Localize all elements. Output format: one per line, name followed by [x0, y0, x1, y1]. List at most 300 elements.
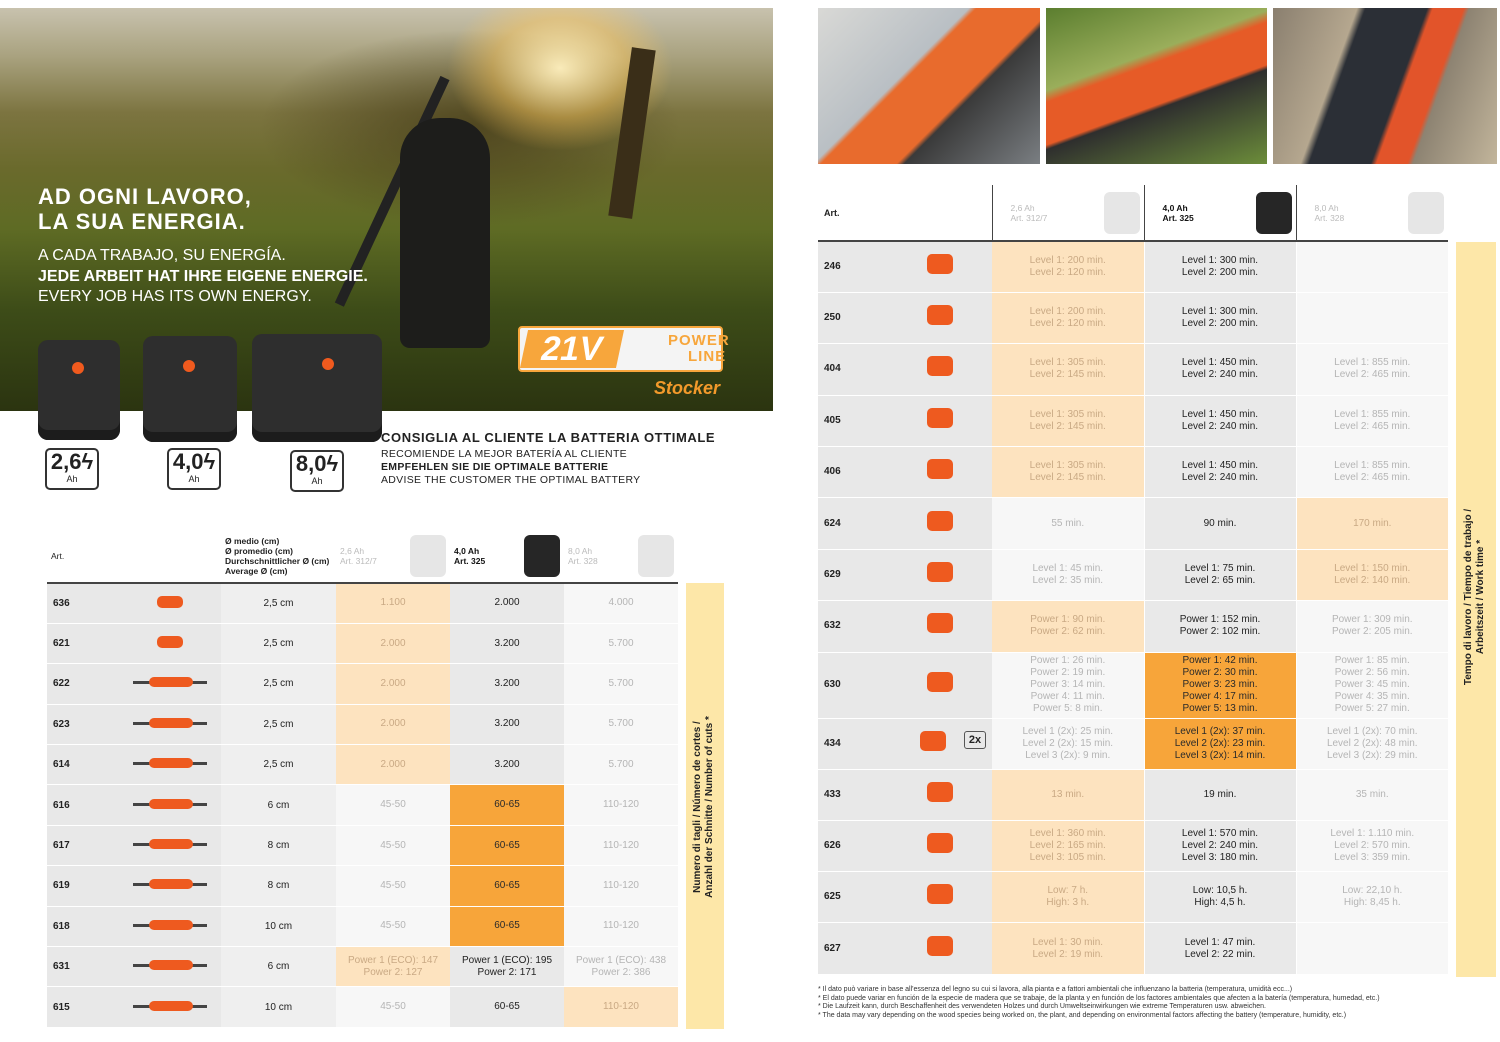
battery-icon	[1104, 192, 1140, 234]
battery-image-2-6	[38, 340, 120, 440]
tool-body	[149, 799, 193, 809]
cell-b3: Power 1 (ECO): 438 Power 2: 386	[564, 947, 678, 987]
tool-body	[920, 731, 946, 751]
side-label-line: Arbeitszeit / Work time *	[1475, 539, 1486, 655]
tool-body	[149, 1001, 193, 1011]
cell-b2: Level 1: 570 min. Level 2: 240 min. Level 3: 180 min.	[1144, 821, 1296, 872]
battery-icon	[1408, 192, 1444, 234]
col-battery-4-0	[1144, 185, 1296, 241]
tool-icon	[899, 305, 979, 327]
tool-icon	[899, 356, 979, 378]
table-row	[47, 987, 678, 1027]
tool-icon	[899, 782, 979, 804]
badge-unit: Ah	[188, 474, 200, 484]
cell-avg: 8 cm	[221, 825, 336, 865]
tool-icon	[129, 833, 209, 855]
cell-b2: Power 1 (ECO): 195 Power 2: 171	[450, 947, 564, 987]
cell-b1: Level 1: 45 min. Level 2: 35 min.	[992, 549, 1144, 600]
battery-image-8-0	[252, 334, 382, 442]
cell-b2: Level 1: 47 min. Level 2: 22 min.	[1144, 923, 1296, 974]
cell-b2: 60-65	[450, 825, 564, 865]
tool-body	[927, 782, 953, 802]
footnote-es: * El dato puede variar en función de la especie de madera que se trabaje, de la planta y en función de los factores ambientales que afecten a la batería (temperatura, humedad, etc.)	[818, 994, 1380, 1002]
tool-icon	[892, 731, 972, 753]
cell-b1: 2.000	[336, 623, 450, 663]
tool-body	[149, 960, 193, 970]
cell-b1: Level 1: 30 min. Level 2: 19 min.	[992, 923, 1144, 974]
tool-image	[886, 769, 992, 820]
col-battery-8-0	[1296, 185, 1448, 241]
cell-b2: Power 1: 42 min. Power 2: 30 min. Power 3: 23 min. Power 4: 17 min. Power 5: 13 min.	[1144, 652, 1296, 718]
bolt-icon: ϟ	[326, 451, 339, 476]
cell-b1: 45-50	[336, 785, 450, 825]
cell-avg: 8 cm	[221, 866, 336, 906]
cell-art: 250	[818, 292, 886, 343]
tool-image	[117, 623, 221, 663]
cell-b2: Level 1: 450 min. Level 2: 240 min.	[1144, 395, 1296, 446]
cell-b2: Level 1 (2x): 37 min. Level 2 (2x): 23 min. Level 3 (2x): 14 min.	[1144, 718, 1296, 769]
table-row	[818, 718, 1448, 769]
cell-b1: Level 1: 305 min. Level 2: 145 min.	[992, 395, 1144, 446]
advice-es: RECOMIENDE LA MEJOR BATERÍA AL CLIENTE	[381, 448, 627, 460]
tool-image	[886, 549, 992, 600]
tool-image	[886, 395, 992, 446]
col-battery-4-0	[450, 529, 564, 583]
tool-body	[927, 833, 953, 853]
col-art	[47, 529, 221, 583]
cell-b3: Level 1 (2x): 70 min. Level 2 (2x): 48 min. Level 3 (2x): 29 min.	[1296, 718, 1448, 769]
table-row	[47, 866, 678, 906]
tool-body	[927, 613, 953, 633]
cell-b3: 110-120	[564, 987, 678, 1027]
cell-b3: 5.700	[564, 745, 678, 785]
cell-b3: 5.700	[564, 704, 678, 744]
tool-body	[149, 718, 193, 728]
tool-body	[149, 677, 193, 687]
badge-8-0ah	[290, 450, 344, 492]
cell-avg: 10 cm	[221, 906, 336, 946]
battery-knob-icon	[322, 358, 334, 370]
cell-art: 405	[818, 395, 886, 446]
subtitle-en: EVERY JOB HAS ITS OWN ENERGY.	[38, 288, 312, 305]
tool-icon	[899, 511, 979, 533]
cell-b3: 5.700	[564, 664, 678, 704]
header-ah: 4,0 Ah	[454, 545, 480, 556]
side-label-line: Anzahl der Schnitte / Number of cuts *	[704, 716, 715, 898]
cell-art: 433	[818, 769, 886, 820]
cell-art: 406	[818, 447, 886, 498]
tool-image	[117, 987, 221, 1027]
photo-backpack-sprayer	[818, 8, 1040, 164]
cell-b2: 19 min.	[1144, 769, 1296, 820]
header-art-no: Art. 328	[568, 555, 598, 566]
col-art	[818, 185, 992, 241]
table-row	[818, 344, 1448, 395]
tool-icon	[129, 752, 209, 774]
tool-body	[927, 672, 953, 692]
cell-b2: Level 1: 300 min. Level 2: 200 min.	[1144, 292, 1296, 343]
cell-b3: 110-120	[564, 825, 678, 865]
cell-b3: Level 1: 150 min. Level 2: 140 min.	[1296, 549, 1448, 600]
header-art-no: Art. 312/7	[1010, 212, 1048, 223]
cell-b3: Level 1: 855 min. Level 2: 465 min.	[1296, 344, 1448, 395]
tool-icon	[129, 591, 209, 613]
battery-image-4-0	[143, 336, 237, 442]
cell-b2: Power 1: 152 min. Power 2: 102 min.	[1144, 601, 1296, 652]
tool-image	[886, 447, 992, 498]
tool-body	[927, 884, 953, 904]
tool-body	[157, 636, 183, 648]
cell-art: 434	[818, 718, 886, 769]
badge-unit: Ah	[66, 474, 78, 484]
cell-b2: 3.200	[450, 623, 564, 663]
table-row	[47, 583, 678, 623]
cell-b1: Power 1: 26 min. Power 2: 19 min. Power 3: 14 min. Power 4: 11 min. Power 5: 8 min.	[992, 652, 1144, 718]
tool-image	[117, 866, 221, 906]
side-label-line: Numero di tagli / Número de cortes /	[692, 721, 703, 893]
tool-image	[886, 292, 992, 343]
tool-icon	[899, 254, 979, 276]
cell-avg: 2,5 cm	[221, 583, 336, 623]
cell-avg: 2,5 cm	[221, 623, 336, 663]
tool-body	[157, 596, 183, 608]
battery-icon	[638, 535, 674, 577]
time-side-label	[1463, 397, 1489, 797]
cell-b3: Power 1: 309 min. Power 2: 205 min.	[1296, 601, 1448, 652]
tool-body	[927, 254, 953, 274]
cell-art: 622	[47, 664, 117, 704]
tool-icon	[129, 995, 209, 1017]
battery-icon	[1256, 192, 1292, 234]
cell-art: 615	[47, 987, 117, 1027]
table-row	[818, 292, 1448, 343]
tool-image	[886, 923, 992, 974]
side-label-line: Tempo di lavoro / Tiempo de trabajo /	[1463, 508, 1474, 686]
cell-b1: 45-50	[336, 987, 450, 1027]
cell-b3: 35 min.	[1296, 769, 1448, 820]
table-row	[818, 241, 1448, 292]
cell-art: 629	[818, 549, 886, 600]
battery-knob-icon	[183, 360, 195, 372]
cell-b1: Power 1 (ECO): 147 Power 2: 127	[336, 947, 450, 987]
brand-logo: Stocker	[654, 378, 721, 398]
cell-b1: Level 1 (2x): 25 min. Level 2 (2x): 15 min. Level 3 (2x): 9 min.	[992, 718, 1144, 769]
gardener-figure	[400, 118, 490, 348]
tool-icon	[129, 712, 209, 734]
header-ah: 4,0 Ah	[1162, 202, 1188, 213]
cell-b2: 60-65	[450, 785, 564, 825]
cell-b1: Low: 7 h. High: 3 h.	[992, 872, 1144, 923]
tool-body	[149, 758, 193, 768]
tool-body	[149, 839, 193, 849]
badge-2-6ah	[45, 448, 99, 490]
tool-image	[886, 241, 992, 292]
header-art-no: Art. 312/7	[340, 555, 377, 566]
header-art-no: Art. 325	[454, 555, 486, 566]
cell-b1: 13 min.	[992, 769, 1144, 820]
cell-art: 624	[818, 498, 886, 549]
avg-de: Durchschnittlicher Ø (cm)	[225, 555, 330, 566]
cell-b1: 2.000	[336, 704, 450, 744]
cell-art: 626	[818, 821, 886, 872]
tool-icon	[899, 833, 979, 855]
avg-es: Ø promedio (cm)	[225, 545, 294, 556]
tool-body	[149, 879, 193, 889]
table-row	[818, 601, 1448, 652]
table-row	[47, 664, 678, 704]
header-art-no: Art. 325	[1162, 212, 1194, 223]
tool-image	[117, 785, 221, 825]
voltage-label: 21V	[520, 330, 624, 368]
cell-b3	[1296, 923, 1448, 974]
tool-image	[117, 947, 221, 987]
tool-body	[927, 408, 953, 428]
tool-body	[927, 356, 953, 376]
table-row	[818, 549, 1448, 600]
headline-line-2: LA SUA ENERGIA.	[38, 209, 246, 234]
cell-art: 404	[818, 344, 886, 395]
cell-art: 619	[47, 866, 117, 906]
tool-icon	[129, 914, 209, 936]
tool-image	[117, 825, 221, 865]
tool-image	[117, 664, 221, 704]
tool-icon	[129, 793, 209, 815]
cell-b1: 55 min.	[992, 498, 1144, 549]
tool-body	[927, 459, 953, 479]
cell-b3: Low: 22,10 h. High: 8,45 h.	[1296, 872, 1448, 923]
subtitle-es: A CADA TRABAJO, SU ENERGÍA.	[38, 247, 286, 264]
cell-b1: 45-50	[336, 906, 450, 946]
photo-pruning-shears	[1273, 8, 1497, 164]
table-row	[818, 652, 1448, 718]
table-row	[47, 825, 678, 865]
cell-b2: 60-65	[450, 987, 564, 1027]
cell-b1: Level 1: 200 min. Level 2: 120 min.	[992, 241, 1144, 292]
cell-b2: 60-65	[450, 866, 564, 906]
cell-b1: Power 1: 90 min. Power 2: 62 min.	[992, 601, 1144, 652]
table-row	[818, 872, 1448, 923]
badge-value: 2,6	[50, 449, 82, 474]
col-avg	[221, 529, 336, 583]
double-battery-badge: 2x	[964, 731, 986, 749]
cell-b2: Level 1: 450 min. Level 2: 240 min.	[1144, 344, 1296, 395]
tool-image	[886, 652, 992, 718]
advice-en: ADVISE THE CUSTOMER THE OPTIMAL BATTERY	[381, 474, 641, 486]
battery-icon	[410, 535, 446, 577]
table-row	[818, 821, 1448, 872]
table-row	[47, 745, 678, 785]
footnotes	[818, 986, 1500, 1021]
cell-art: 627	[818, 923, 886, 974]
cell-art: 630	[818, 652, 886, 718]
cell-avg: 2,5 cm	[221, 704, 336, 744]
tool-icon	[129, 671, 209, 693]
cell-b2: 3.200	[450, 664, 564, 704]
cell-b2: Low: 10,5 h. High: 4,5 h.	[1144, 872, 1296, 923]
work-time-table	[818, 185, 1448, 975]
badge-value: 4,0	[172, 449, 204, 474]
cell-b2: 3.200	[450, 745, 564, 785]
cell-art: 632	[818, 601, 886, 652]
cell-b2: Level 1: 450 min. Level 2: 240 min.	[1144, 447, 1296, 498]
cell-avg: 10 cm	[221, 987, 336, 1027]
tool-image	[886, 872, 992, 923]
advice-de: EMPFEHLEN SIE DIE OPTIMALE BATTERIE	[381, 461, 609, 473]
cell-b1: Level 1: 360 min. Level 2: 165 min. Level 3: 105 min.	[992, 821, 1144, 872]
cell-b3: 110-120	[564, 785, 678, 825]
subtitle-de: JEDE ARBEIT HAT IHRE EIGENE ENERGIE.	[38, 267, 368, 285]
cell-b3	[1296, 292, 1448, 343]
hero-headline	[38, 184, 252, 234]
photo-mini-chainsaw	[1046, 8, 1267, 164]
tool-image	[117, 704, 221, 744]
tool-image	[886, 344, 992, 395]
cell-b1: 1.100	[336, 583, 450, 623]
advice-it: CONSIGLIA AL CLIENTE LA BATTERIA OTTIMALE	[381, 430, 716, 445]
table-row	[818, 769, 1448, 820]
cell-art: 621	[47, 623, 117, 663]
avg-en: Average Ø (cm)	[225, 565, 288, 576]
power-word: POWER	[668, 332, 730, 349]
tool-icon	[899, 408, 979, 430]
table-row	[818, 498, 1448, 549]
battery-icon	[524, 535, 560, 577]
cell-art: 623	[47, 704, 117, 744]
avg-it: Ø medio (cm)	[225, 535, 280, 546]
advice-block	[381, 430, 715, 487]
table-row	[47, 947, 678, 987]
col-battery-2-6	[992, 185, 1144, 241]
header-ah: 8,0 Ah	[1314, 202, 1339, 213]
cell-art: 636	[47, 583, 117, 623]
cuts-side-label	[692, 607, 718, 1007]
cell-b2: 60-65	[450, 906, 564, 946]
cell-b1: Level 1: 305 min. Level 2: 145 min.	[992, 344, 1144, 395]
cell-b3: 170 min.	[1296, 498, 1448, 549]
badge-value: 8,0	[295, 451, 327, 476]
cell-b3	[1296, 241, 1448, 292]
bolt-icon: ϟ	[203, 449, 216, 474]
tool-icon	[899, 613, 979, 635]
hero-subtitles	[38, 246, 368, 308]
header-art: Art.	[51, 550, 65, 561]
header-ah: 2,6 Ah	[340, 545, 365, 556]
cell-b3: 110-120	[564, 866, 678, 906]
cell-b1: 45-50	[336, 825, 450, 865]
battery-knob-icon	[72, 362, 84, 374]
cell-avg: 6 cm	[221, 785, 336, 825]
cell-b1: 45-50	[336, 866, 450, 906]
cell-b2: Level 1: 75 min. Level 2: 65 min.	[1144, 549, 1296, 600]
cell-b3: Level 1: 1.110 min. Level 2: 570 min. Level 3: 359 min.	[1296, 821, 1448, 872]
badge-4-0ah	[167, 448, 221, 490]
right-page	[818, 0, 1500, 1042]
cell-b2: 90 min.	[1144, 498, 1296, 549]
cell-b2: 3.200	[450, 704, 564, 744]
cell-b2: 2.000	[450, 583, 564, 623]
cell-b3: Power 1: 85 min. Power 2: 56 min. Power 3: 45 min. Power 4: 35 min. Power 5: 27 min.	[1296, 652, 1448, 718]
tree-trunk	[608, 47, 655, 219]
power-line-text	[668, 333, 730, 365]
tool-icon	[129, 954, 209, 976]
headline-line-1: AD OGNI LAVORO,	[38, 184, 252, 209]
table-row	[47, 623, 678, 663]
cell-b1: Level 1: 305 min. Level 2: 145 min.	[992, 447, 1144, 498]
tool-image	[886, 821, 992, 872]
tool-image	[117, 583, 221, 623]
cell-art: 617	[47, 825, 117, 865]
badge-unit: Ah	[311, 476, 323, 486]
table-row	[47, 906, 678, 946]
table-row	[47, 704, 678, 744]
tool-image	[886, 601, 992, 652]
table-row	[818, 447, 1448, 498]
cell-b1: Level 1: 200 min. Level 2: 120 min.	[992, 292, 1144, 343]
cell-b2: Level 1: 300 min. Level 2: 200 min.	[1144, 241, 1296, 292]
tool-body	[927, 562, 953, 582]
tool-icon	[899, 936, 979, 958]
header-art: Art.	[824, 207, 840, 218]
tool-body	[927, 936, 953, 956]
cell-b3: 4.000	[564, 583, 678, 623]
tool-image	[886, 498, 992, 549]
tool-body	[927, 305, 953, 325]
line-word: LINE	[688, 348, 727, 365]
tool-icon	[899, 459, 979, 481]
tool-image	[117, 906, 221, 946]
tool-icon	[899, 884, 979, 906]
footnote-de: * Die Laufzeit kann, durch Beschaffenheit des verwendeten Holzes und durch Umweltseinwirkungen wie extreme Temperaturen usw. abweichen.	[818, 1003, 1266, 1011]
power-line-logo	[518, 326, 730, 372]
cell-art: 616	[47, 785, 117, 825]
tool-icon	[129, 873, 209, 895]
cuts-table	[47, 529, 678, 1028]
cell-art: 618	[47, 906, 117, 946]
table-row	[818, 923, 1448, 974]
tool-body	[927, 511, 953, 531]
header-ah: 2,6 Ah	[1010, 202, 1035, 213]
tool-icon	[899, 672, 979, 694]
cell-art: 625	[818, 872, 886, 923]
cell-b1: 2.000	[336, 745, 450, 785]
header-art-no: Art. 328	[1314, 212, 1345, 223]
tool-icon	[899, 562, 979, 584]
tool-icon	[129, 631, 209, 653]
tool-body	[149, 920, 193, 930]
cell-art: 631	[47, 947, 117, 987]
cell-art: 246	[818, 241, 886, 292]
footnote-en: * The data may vary depending on the wood species being worked on, the plant, and depending on environmental factors affecting the battery (temperature, humidity, etc.)	[818, 1012, 1347, 1020]
table-row	[818, 395, 1448, 446]
cell-avg: 2,5 cm	[221, 664, 336, 704]
cell-b3: 5.700	[564, 623, 678, 663]
tool-image	[117, 745, 221, 785]
col-battery-2-6	[336, 529, 450, 583]
col-battery-8-0	[564, 529, 678, 583]
footnote-it: * Il dato può variare in base all'essenza del legno su cui si lavora, alla pianta e a fattori ambientali che influenzano la batteria (temperatura, umidità ecc...)	[818, 986, 1293, 993]
cell-b1: 2.000	[336, 664, 450, 704]
tool-image	[886, 718, 992, 769]
cell-avg: 6 cm	[221, 947, 336, 987]
cell-b3: Level 1: 855 min. Level 2: 465 min.	[1296, 447, 1448, 498]
table-row	[47, 785, 678, 825]
cell-b3: 110-120	[564, 906, 678, 946]
cell-b3: Level 1: 855 min. Level 2: 465 min.	[1296, 395, 1448, 446]
bolt-icon: ϟ	[81, 449, 94, 474]
cell-art: 614	[47, 745, 117, 785]
cell-avg: 2,5 cm	[221, 745, 336, 785]
header-ah: 8,0 Ah	[568, 545, 593, 556]
